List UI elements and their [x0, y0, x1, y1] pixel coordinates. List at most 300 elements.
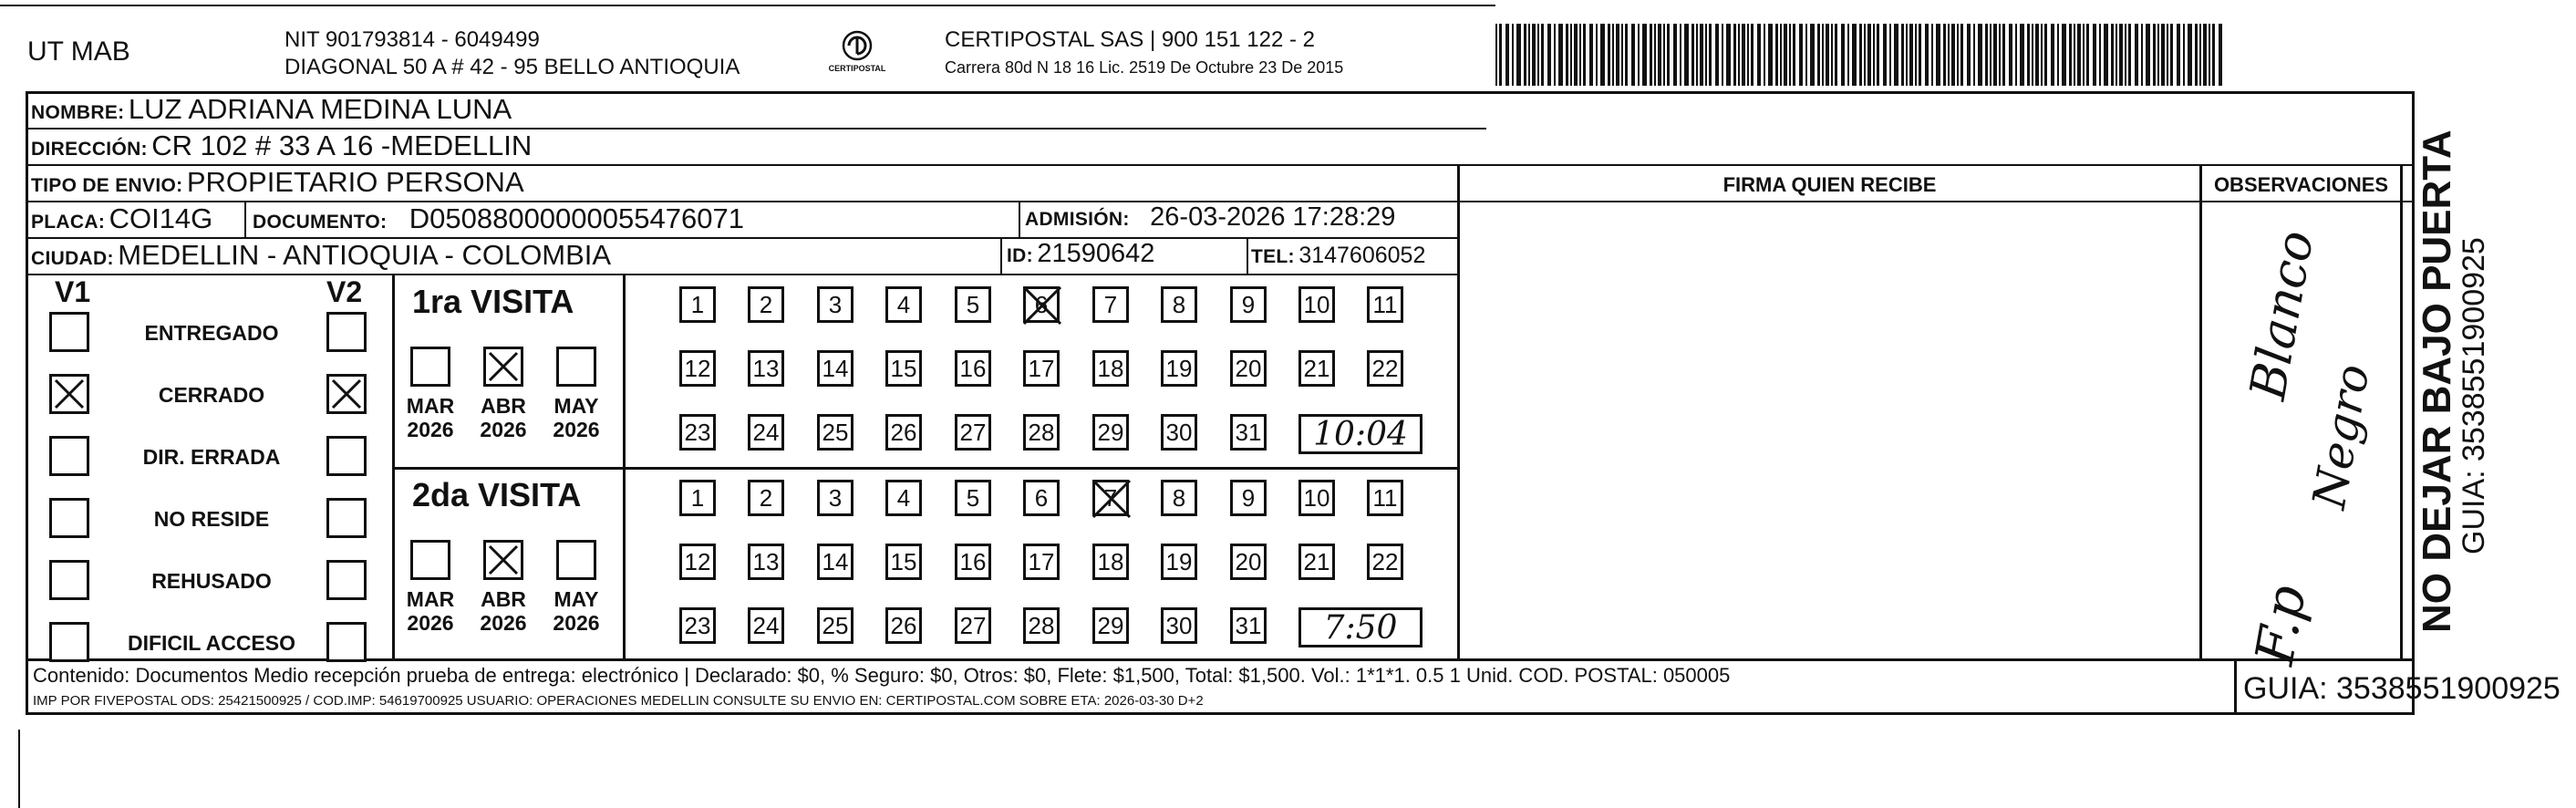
- day-box[interactable]: [1023, 414, 1060, 451]
- barcode-bar: [1925, 24, 1929, 86]
- barcode-bar: [1715, 24, 1719, 86]
- day-box[interactable]: [1092, 544, 1129, 580]
- carrier-name: CERTIPOSTAL SAS | 900 151 122 - 2: [945, 27, 1315, 52]
- visit-time-box[interactable]: 7:50: [1298, 607, 1422, 647]
- day-box[interactable]: [885, 414, 922, 451]
- barcode-bar: [1909, 24, 1913, 86]
- day-number: 1: [690, 483, 705, 512]
- barcode-bar: [1608, 24, 1610, 86]
- barcode-bar: [1650, 24, 1652, 86]
- barcode-bar: [1757, 24, 1761, 86]
- barcode-bar: [1780, 24, 1782, 86]
- day-box[interactable]: [817, 544, 853, 580]
- day-box[interactable]: [1230, 607, 1267, 644]
- day-box[interactable]: [679, 414, 716, 451]
- day-box[interactable]: [1367, 286, 1403, 323]
- day-box[interactable]: [1230, 286, 1267, 323]
- day-box[interactable]: [679, 607, 716, 644]
- day-box[interactable]: [955, 544, 991, 580]
- barcode-bar: [1589, 24, 1593, 86]
- company-nit: NIT 901793814 - 6049499: [284, 27, 540, 52]
- barcode-bar: [2199, 24, 2201, 86]
- barcode-bar: [1915, 24, 1917, 86]
- day-box[interactable]: [748, 480, 784, 516]
- v2-checkbox[interactable]: [326, 560, 367, 600]
- barcode-bar: [2099, 24, 2101, 86]
- barcode-bar: [1667, 24, 1670, 86]
- day-number: 30: [1165, 611, 1193, 639]
- barcode-bar: [1817, 24, 1820, 86]
- footer-content: Contenido: Documentos Medio recepción prueba de entrega: electrónico | Declarado: $0, % Seguro: $0, Otros: $0, Flete: $1,500, Total: $1,500. Vol.: 1*1*1. 0.5 1 Unid. COD. POSTAL: 050005: [33, 664, 1731, 687]
- barcode-bar: [2074, 24, 2075, 86]
- day-number: 19: [1165, 354, 1193, 382]
- v2-checkbox[interactable]: [326, 374, 367, 414]
- visit-title: 1ra VISITA: [412, 283, 574, 320]
- day-number: 5: [966, 290, 980, 318]
- day-number: 4: [896, 483, 911, 512]
- v1-checkbox[interactable]: [49, 436, 89, 476]
- tel-label: TEL:: [1251, 246, 1295, 267]
- x-mark: [1090, 477, 1133, 521]
- address-value: CR 102 # 33 A 16 -MEDELLIN: [151, 129, 533, 161]
- barcode-bar: [1541, 24, 1544, 86]
- day-box[interactable]: [748, 350, 784, 387]
- day-number: 18: [1097, 547, 1124, 575]
- barcode-bar: [1499, 24, 1502, 86]
- day-box[interactable]: [1161, 414, 1197, 451]
- barcode-bar: [2035, 24, 2039, 86]
- month-checkbox[interactable]: [483, 347, 523, 387]
- barcode-bar: [1764, 24, 1765, 86]
- v1-checkbox[interactable]: [49, 622, 89, 662]
- x-mark: [52, 377, 87, 411]
- barcode-bar: [1852, 24, 1857, 86]
- month-label: [551, 587, 602, 635]
- barcode-bar: [2125, 24, 2126, 86]
- barcode-bar: [1663, 24, 1665, 86]
- barcode-bar: [1726, 24, 1731, 86]
- barcode-bar: [1847, 24, 1849, 86]
- v2-checkbox[interactable]: [326, 498, 367, 538]
- document-value: D05088000000055476071: [409, 202, 744, 234]
- barcode-bar: [1722, 24, 1723, 86]
- barcode-bar: [1919, 24, 1921, 86]
- barcode-bar: [2167, 24, 2168, 86]
- day-number: 7: [1103, 290, 1118, 318]
- x-mark: [1020, 284, 1064, 327]
- day-box[interactable]: [1367, 350, 1403, 387]
- day-box[interactable]: [885, 480, 922, 516]
- day-box[interactable]: [1092, 607, 1129, 644]
- day-box[interactable]: [955, 286, 991, 323]
- day-box[interactable]: [955, 480, 991, 516]
- barcode-bar: [1625, 24, 1628, 86]
- plate-label: PLACA:: [31, 212, 106, 233]
- barcode-bar: [2020, 24, 2024, 86]
- barcode-bar: [1691, 24, 1694, 86]
- day-box[interactable]: [955, 414, 991, 451]
- name-row: [31, 93, 512, 126]
- handwriting-blanco: Blanco: [2239, 226, 2325, 404]
- barcode-bar: [1528, 24, 1530, 86]
- v2-checkbox[interactable]: [326, 436, 367, 476]
- barcode-bar: [1931, 24, 1933, 86]
- barcode-bar: [1579, 24, 1581, 86]
- month-name: MAY: [553, 587, 599, 611]
- document-label: DOCUMENTO:: [253, 212, 388, 233]
- barcode-bar: [1495, 24, 1497, 86]
- barcode-bar: [1822, 24, 1824, 86]
- handwriting-initials: F.p: [2243, 580, 2319, 669]
- city-value: MEDELLIN - ANTIOQUIA - COLOMBIA: [118, 239, 612, 271]
- day-number: 11: [1372, 290, 1398, 318]
- signature-header: FIRMA QUIEN RECIBE: [1723, 173, 1937, 196]
- day-box[interactable]: [1023, 286, 1060, 323]
- day-box[interactable]: [679, 544, 716, 580]
- day-box[interactable]: [1298, 544, 1335, 580]
- barcode-bar: [1505, 24, 1509, 86]
- admission-value: 26-03-2026 17:28:29: [1150, 202, 1396, 232]
- month-checkbox[interactable]: [410, 347, 450, 387]
- day-number: 22: [1371, 547, 1399, 575]
- barcode-bar: [1658, 24, 1661, 86]
- day-number: 20: [1235, 354, 1262, 382]
- month-checkbox[interactable]: [556, 347, 596, 387]
- barcode-bar: [2161, 24, 2165, 86]
- barcode-bar: [1993, 24, 1997, 86]
- barcode-bar: [1547, 24, 1551, 86]
- day-number: 14: [822, 354, 849, 382]
- day-number: 3: [828, 290, 843, 318]
- tel-value: 3147606052: [1298, 243, 1426, 268]
- barcode-bar: [2153, 24, 2156, 86]
- month-divider: [623, 274, 626, 659]
- barcode-bar: [2041, 24, 2043, 86]
- day-number: 15: [890, 354, 917, 382]
- barcode-bar: [2146, 24, 2150, 86]
- barcode-bar: [1960, 24, 1963, 86]
- barcode-bar: [1784, 24, 1787, 86]
- barcode-bar: [1616, 24, 1619, 86]
- barcode-bar: [1512, 24, 1514, 86]
- barcode-bar: [2083, 24, 2085, 86]
- day-box[interactable]: [1023, 607, 1060, 644]
- day-box[interactable]: [679, 480, 716, 516]
- day-box[interactable]: [748, 607, 784, 644]
- day-number: 26: [890, 611, 917, 639]
- barcode-bar: [1877, 24, 1879, 86]
- day-number: 20: [1235, 547, 1262, 575]
- day-number: 13: [752, 547, 780, 575]
- day-box[interactable]: [817, 350, 853, 387]
- day-number: 9: [1241, 483, 1256, 512]
- x-mark: [486, 349, 521, 384]
- day-box[interactable]: [885, 544, 922, 580]
- col-line: [244, 202, 246, 239]
- barcode-bar: [1835, 24, 1837, 86]
- day-box[interactable]: [885, 607, 922, 644]
- day-number: 18: [1097, 354, 1124, 382]
- col-line: [1247, 239, 1248, 275]
- day-number: 8: [1172, 290, 1186, 318]
- barcode-bar: [1705, 24, 1707, 86]
- barcode-bar: [2157, 24, 2159, 86]
- day-box[interactable]: [1092, 480, 1129, 516]
- day-number: 8: [1172, 483, 1186, 512]
- day-number: 25: [822, 611, 849, 639]
- barcode-bar: [1957, 24, 1959, 86]
- day-box[interactable]: [1092, 414, 1129, 451]
- barcode-bar: [1831, 24, 1833, 86]
- x-mark: [329, 377, 364, 411]
- day-number: 22: [1371, 354, 1399, 382]
- plate-value: COI14G: [109, 202, 213, 234]
- barcode-bar: [1967, 24, 1971, 86]
- month-checkbox[interactable]: [483, 540, 523, 580]
- barcode-bar: [1631, 24, 1635, 86]
- visit-title: 2da VISITA: [412, 476, 582, 513]
- month-name: MAY: [553, 394, 599, 418]
- admission-field: [1025, 202, 1395, 233]
- barcode-bar: [1621, 24, 1623, 86]
- barcode-bar: [1747, 24, 1749, 86]
- barcode-bar: [2183, 24, 2185, 86]
- document-field: [253, 202, 744, 235]
- barcode-bar: [1894, 24, 1898, 86]
- col-line: [1457, 164, 1460, 659]
- barcode-bar: [1684, 24, 1689, 86]
- barcode-bar: [2135, 24, 2138, 86]
- day-number: 14: [822, 547, 849, 575]
- barcode-bar: [1768, 24, 1773, 86]
- month-checkbox[interactable]: [556, 540, 596, 580]
- barcode-bar: [1700, 24, 1703, 86]
- day-number: 16: [959, 354, 987, 382]
- barcode-bar: [1810, 24, 1815, 86]
- certipostal-logo: [825, 27, 889, 78]
- logo-text: CERTIPOSTAL: [828, 64, 886, 73]
- day-box[interactable]: [748, 286, 784, 323]
- day-box[interactable]: [1023, 350, 1060, 387]
- handwriting-negro: Negro: [2302, 360, 2380, 513]
- day-box[interactable]: [1367, 480, 1403, 516]
- barcode-bar: [1889, 24, 1891, 86]
- barcode-bar: [2027, 24, 2030, 86]
- day-box[interactable]: [817, 480, 853, 516]
- barcode-bar: [2009, 24, 2012, 86]
- day-box[interactable]: [1092, 350, 1129, 387]
- month-checkbox[interactable]: [410, 540, 450, 580]
- col-line: [1000, 239, 1002, 275]
- v2-checkbox[interactable]: [326, 312, 367, 352]
- observations-notes: [2202, 202, 2400, 669]
- v1-checkbox[interactable]: [49, 498, 89, 538]
- day-box[interactable]: [1298, 286, 1335, 323]
- day-box[interactable]: [1161, 286, 1197, 323]
- barcode-bar: [1951, 24, 1955, 86]
- v2-checkbox[interactable]: [326, 622, 367, 662]
- city-field: [31, 239, 611, 272]
- observations-header: OBSERVACIONES: [2213, 173, 2389, 196]
- day-number: 21: [1303, 354, 1330, 382]
- day-box[interactable]: [748, 414, 784, 451]
- month-year: 2026: [553, 611, 600, 635]
- col-line: [2234, 659, 2237, 715]
- address-label: DIRECCIÓN:: [31, 139, 148, 160]
- day-number: 23: [684, 611, 711, 639]
- day-number: 11: [1372, 483, 1398, 512]
- barcode-bar: [1532, 24, 1536, 86]
- barcode-bar: [2062, 24, 2066, 86]
- barcode-bar: [1775, 24, 1778, 86]
- day-number: 17: [1028, 547, 1055, 575]
- barcode-bar: [1867, 24, 1871, 86]
- col-line: [2400, 164, 2403, 659]
- barcode-bar: [2086, 24, 2089, 86]
- row-line: [26, 658, 2415, 661]
- send-type-label: TIPO DE ENVIO:: [31, 175, 183, 196]
- col-line: [1019, 202, 1020, 239]
- day-box[interactable]: [1161, 607, 1197, 644]
- day-number: 23: [684, 418, 711, 446]
- id-value: 21590642: [1037, 239, 1155, 268]
- company-name: UT MAB: [27, 36, 130, 67]
- day-box[interactable]: [817, 414, 853, 451]
- day-box[interactable]: [1298, 350, 1335, 387]
- v1-checkbox[interactable]: [49, 560, 89, 600]
- footer-guide: GUIA: 3538551900925: [2243, 671, 2560, 706]
- barcode: [1495, 24, 2229, 86]
- month-year: 2026: [407, 418, 454, 441]
- day-number: 15: [890, 547, 917, 575]
- day-number: 28: [1028, 418, 1055, 446]
- barcode-bar: [1873, 24, 1875, 86]
- barcode-bar: [1673, 24, 1677, 86]
- barcode-bar: [2128, 24, 2131, 86]
- barcode-bar: [1558, 24, 1563, 86]
- barcode-bar: [2057, 24, 2059, 86]
- barcode-bar: [1978, 24, 1982, 86]
- day-box[interactable]: [1161, 544, 1197, 580]
- v1-label: V1: [55, 275, 91, 308]
- barcode-bar: [1537, 24, 1539, 86]
- barcode-bar: [2177, 24, 2180, 86]
- month-name: ABR: [481, 394, 526, 418]
- top-rule: [0, 5, 1495, 6]
- company-address: DIAGONAL 50 A # 42 - 95 BELLO ANTIOQUIA: [284, 55, 740, 79]
- barcode-bar: [1524, 24, 1526, 86]
- barcode-bar: [1566, 24, 1568, 86]
- barcode-bar: [1883, 24, 1887, 86]
- side-warning: NO DEJAR BAJO PUERTA: [2415, 129, 2459, 633]
- day-number: 3: [828, 483, 843, 512]
- barcode-bar: [1936, 24, 1940, 86]
- day-box[interactable]: [1298, 480, 1335, 516]
- barcode-bar: [1574, 24, 1578, 86]
- barcode-bar: [1709, 24, 1712, 86]
- barcode-bar: [1680, 24, 1681, 86]
- day-box[interactable]: [1092, 286, 1129, 323]
- day-box[interactable]: [1161, 350, 1197, 387]
- day-box[interactable]: [679, 286, 716, 323]
- day-box[interactable]: [748, 544, 784, 580]
- month-name: ABR: [481, 587, 526, 611]
- send-type-row: [31, 166, 524, 199]
- day-number: 27: [959, 611, 987, 639]
- day-number: 31: [1235, 611, 1262, 639]
- status-option-label: DIFICIL ACCESO: [127, 631, 295, 655]
- visit-divider: [395, 467, 1459, 470]
- status-option-label: DIR. ERRADA: [142, 445, 281, 469]
- barcode-bar: [1600, 24, 1605, 86]
- barcode-bar: [1570, 24, 1572, 86]
- barcode-bar: [1742, 24, 1745, 86]
- status-option-label: CERRADO: [158, 383, 265, 407]
- day-box[interactable]: [955, 607, 991, 644]
- id-label: ID:: [1007, 245, 1033, 266]
- day-box[interactable]: [1367, 544, 1403, 580]
- day-number: 24: [752, 611, 780, 639]
- day-box[interactable]: [817, 286, 853, 323]
- v1-checkbox[interactable]: [49, 374, 89, 414]
- barcode-bar: [1990, 24, 1991, 86]
- day-box[interactable]: [1230, 480, 1267, 516]
- month-year: 2026: [553, 418, 600, 441]
- barcode-bar: [1841, 24, 1845, 86]
- day-number: 5: [966, 483, 980, 512]
- day-box[interactable]: [885, 350, 922, 387]
- day-box[interactable]: [955, 350, 991, 387]
- barcode-bar: [1738, 24, 1740, 86]
- day-box[interactable]: [1023, 544, 1060, 580]
- day-number: 26: [890, 418, 917, 446]
- barcode-bar: [2212, 24, 2215, 86]
- x-mark: [486, 543, 521, 577]
- barcode-bar: [1793, 24, 1795, 86]
- day-box[interactable]: [679, 350, 716, 387]
- barcode-bar: [1638, 24, 1640, 86]
- barcode-bar: [1554, 24, 1556, 86]
- barcode-bar: [1864, 24, 1866, 86]
- day-box[interactable]: [1023, 480, 1060, 516]
- day-box[interactable]: [817, 607, 853, 644]
- barcode-bar: [1751, 24, 1754, 86]
- barcode-bar: [1973, 24, 1975, 86]
- day-number: 6: [1034, 290, 1049, 318]
- city-label: CIUDAD:: [31, 248, 114, 269]
- id-field: [1007, 239, 1154, 269]
- barcode-bar: [1901, 24, 1904, 86]
- day-box[interactable]: [885, 286, 922, 323]
- barcode-bar: [2002, 24, 2005, 86]
- day-number: 25: [822, 418, 849, 446]
- barcode-bar: [1612, 24, 1614, 86]
- visit-time-box[interactable]: 10:04: [1298, 414, 1422, 454]
- day-box[interactable]: [1161, 480, 1197, 516]
- barcode-bar: [2209, 24, 2210, 86]
- day-box[interactable]: [1230, 544, 1267, 580]
- day-box[interactable]: [1230, 350, 1267, 387]
- barcode-bar: [1596, 24, 1598, 86]
- day-box[interactable]: [1230, 414, 1267, 451]
- day-number: 9: [1241, 290, 1256, 318]
- v1-checkbox[interactable]: [49, 312, 89, 352]
- barcode-bar: [1859, 24, 1862, 86]
- day-number: 12: [684, 547, 711, 575]
- barcode-bar: [1805, 24, 1807, 86]
- barcode-bar: [1799, 24, 1803, 86]
- month-year: 2026: [480, 611, 527, 635]
